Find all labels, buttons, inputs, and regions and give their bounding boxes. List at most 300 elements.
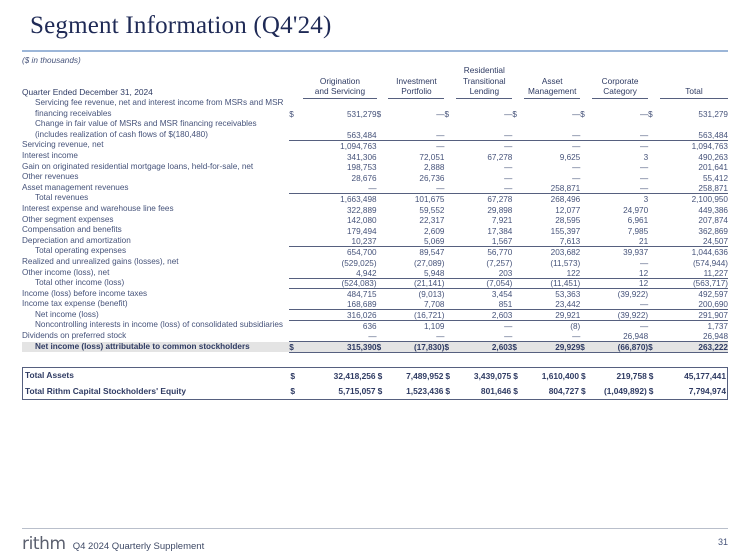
table-row <box>22 98 728 119</box>
cell-value: 23,442 <box>524 299 580 310</box>
cell-value: 2,603 <box>456 342 512 353</box>
units-note-row <box>22 56 728 65</box>
colhead-line2: and Servicing <box>314 86 366 96</box>
currency-symbol <box>377 246 389 257</box>
cell-value: 179,494 <box>346 226 377 236</box>
currency-symbol <box>648 289 660 300</box>
currency-symbol: $ <box>580 386 586 397</box>
cell-value: — <box>388 183 444 194</box>
cell-value: 1,567 <box>456 236 512 247</box>
currency-symbol <box>444 119 456 140</box>
currency-symbol <box>377 172 389 183</box>
cell-value: 3 <box>643 152 649 162</box>
cell-value: 26,736 <box>419 173 445 183</box>
table-row <box>22 162 728 173</box>
currency-symbol <box>512 331 524 342</box>
currency-symbol <box>580 183 592 194</box>
currency-symbol <box>289 299 303 310</box>
currency-symbol <box>377 193 389 204</box>
currency-symbol <box>444 193 456 204</box>
colhead-line1: Investment <box>396 75 437 86</box>
cell-value: 67,278 <box>487 194 513 204</box>
cell-value: 2,100,950 <box>691 194 728 204</box>
cell-value: 12 <box>592 268 648 279</box>
currency-symbol <box>377 162 389 173</box>
currency-symbol <box>580 162 592 173</box>
table-row <box>22 119 728 140</box>
cell-value: — <box>592 299 648 310</box>
currency-symbol <box>512 193 524 204</box>
row-label: Compensation and benefits <box>22 225 122 235</box>
currency-symbol <box>580 140 592 151</box>
currency-symbol <box>580 246 592 257</box>
currency-symbol <box>580 310 592 321</box>
cell-value: — <box>436 110 445 120</box>
cell-value: 1,109 <box>423 322 445 332</box>
currency-symbol <box>512 299 524 310</box>
currency-symbol <box>444 310 456 321</box>
row-label: Realized and unrealized gains (losses), net <box>22 256 179 266</box>
currency-symbol <box>648 278 660 289</box>
cell-value: 200,690 <box>660 299 728 310</box>
cell-value: 219,758 <box>616 370 647 381</box>
column-header-row <box>22 65 728 98</box>
row-label: Interest income <box>22 150 78 160</box>
currency-symbol: $ <box>648 110 653 120</box>
currency-symbol <box>289 140 303 151</box>
table-row <box>22 278 728 289</box>
cell-value: 24,507 <box>660 236 728 247</box>
currency-symbol <box>512 310 524 321</box>
cell-value: 29,921 <box>524 310 580 321</box>
currency-symbol: $ <box>444 342 456 353</box>
currency-symbol <box>580 289 592 300</box>
cell-value: 5,715,057 <box>338 386 376 397</box>
cell-value: 28,676 <box>351 173 377 183</box>
cell-value: 10,237 <box>303 236 376 247</box>
column-header-asset-management <box>524 65 580 98</box>
currency-symbol <box>444 268 456 279</box>
currency-symbol <box>580 236 592 247</box>
currency-symbol <box>580 278 592 289</box>
currency-symbol <box>512 119 524 140</box>
currency-symbol <box>648 215 660 226</box>
currency-symbol <box>289 193 303 204</box>
colhead-line2: Transitional <box>463 75 506 86</box>
row-label: Servicing fee revenue, net and interest income from MSRs and MSR financing receivables <box>35 98 284 118</box>
currency-symbol <box>377 320 389 331</box>
cell-value: — <box>639 173 649 183</box>
currency-symbol: $ <box>290 386 296 397</box>
cell-value: (563,717) <box>660 278 728 289</box>
row-label: Depreciation and amortization <box>22 235 131 245</box>
currency-symbol <box>289 236 303 247</box>
cell-value: 7,985 <box>627 226 649 236</box>
cell-value: (524,083) <box>303 278 376 289</box>
row-label: Noncontrolling interests in income (loss) of consolidated subsidiaries <box>35 320 284 330</box>
table-row <box>23 367 728 383</box>
currency-symbol <box>512 162 524 173</box>
currency-symbol <box>289 172 303 183</box>
table-row <box>22 268 728 279</box>
cell-value: — <box>572 163 581 173</box>
cell-value: 17,384 <box>487 226 513 236</box>
currency-symbol: $ <box>289 110 294 120</box>
cell-value: 851 <box>456 299 512 310</box>
cell-value: 55,412 <box>702 173 728 183</box>
column-header-total <box>660 65 728 98</box>
cell-value: 1,663,498 <box>340 194 377 204</box>
currency-symbol <box>512 204 524 215</box>
colhead-line1: Asset <box>541 75 563 86</box>
cell-value: — <box>504 322 513 332</box>
currency-symbol <box>580 204 592 215</box>
cell-value: 3,454 <box>491 290 513 300</box>
colhead-line1: Residential <box>463 65 505 75</box>
cell-value: — <box>572 173 581 183</box>
currency-symbol <box>444 151 456 162</box>
table-row <box>22 183 728 194</box>
cell-value: 2,888 <box>423 163 445 173</box>
currency-symbol: $ <box>648 370 654 381</box>
colhead-line1: Corporate <box>601 75 639 86</box>
currency-symbol <box>444 246 456 257</box>
cell-value: 490,263 <box>698 152 728 162</box>
cell-value: 28,595 <box>555 216 581 226</box>
cell-value: — <box>456 183 512 194</box>
cell-value: 142,080 <box>346 216 377 226</box>
currency-symbol <box>289 320 303 331</box>
currency-symbol <box>512 140 524 151</box>
currency-symbol <box>512 257 524 268</box>
currency-symbol <box>289 246 303 257</box>
currency-symbol <box>648 310 660 321</box>
cell-value: 531,279 <box>346 110 377 120</box>
table-row <box>23 383 728 399</box>
row-label: Income tax expense (benefit) <box>22 299 128 309</box>
cell-value: 89,547 <box>419 247 445 257</box>
colhead-line2: Category <box>603 86 637 96</box>
cell-value: 26,948 <box>592 331 648 342</box>
footer-divider <box>22 528 728 529</box>
cell-value: 7,613 <box>524 236 580 247</box>
table-row <box>22 342 728 353</box>
cell-value: — <box>524 331 580 342</box>
table-row <box>22 225 728 236</box>
cell-value: 322,889 <box>346 205 377 215</box>
cell-value: (9,013) <box>418 290 445 300</box>
currency-symbol <box>512 172 524 183</box>
currency-symbol <box>648 225 660 236</box>
cell-value: — <box>388 331 444 342</box>
currency-symbol: $ <box>376 110 382 120</box>
cell-value: (39,922) <box>617 290 649 300</box>
cell-value: — <box>504 173 513 183</box>
cell-value: 7,921 <box>491 216 513 226</box>
units-note: ($ in thousands) <box>22 56 81 65</box>
currency-symbol: $ <box>512 342 524 353</box>
cell-value: (66,870) <box>592 342 648 353</box>
currency-symbol <box>444 204 456 215</box>
currency-symbol <box>580 320 592 331</box>
currency-symbol: $ <box>580 342 592 353</box>
table-row <box>22 289 728 300</box>
cell-value: 155,397 <box>550 226 581 236</box>
cell-value: 24,970 <box>623 205 649 215</box>
cell-value: — <box>504 163 513 173</box>
cell-value: 4,942 <box>303 268 376 279</box>
row-label: Change in fair value of MSRs and MSR financing receivables (includes realization of cash flows of $(180,480) <box>35 119 257 139</box>
cell-value: 2,603 <box>456 310 512 321</box>
cell-value: 122 <box>524 268 580 279</box>
row-label: Other segment expenses <box>22 214 114 224</box>
row-label: Interest expense and warehouse line fees <box>22 203 174 213</box>
bottom-gap <box>22 353 728 364</box>
cell-value: 32,418,256 <box>333 370 376 381</box>
cell-value: 9,625 <box>559 152 581 162</box>
currency-symbol <box>377 299 389 310</box>
currency-symbol <box>648 193 660 204</box>
currency-symbol <box>289 289 303 300</box>
currency-symbol: $ <box>512 110 517 120</box>
currency-symbol <box>377 310 389 321</box>
currency-symbol <box>377 331 389 342</box>
cell-value: 26,948 <box>660 331 728 342</box>
row-label: Other income (loss), net <box>22 267 110 277</box>
currency-symbol <box>444 236 456 247</box>
table-row <box>22 310 728 321</box>
currency-symbol <box>377 236 389 247</box>
row-label: Total Rithm Capital Stockholders' Equity <box>25 385 186 396</box>
colhead-line3: Lending <box>469 86 500 96</box>
table-body <box>22 98 728 352</box>
cell-value: 268,496 <box>550 194 581 204</box>
cell-value: 316,026 <box>303 310 376 321</box>
currency-symbol <box>377 119 389 140</box>
currency-symbol <box>444 215 456 226</box>
currency-symbol <box>648 204 660 215</box>
currency-symbol <box>512 246 524 257</box>
table-row <box>22 193 728 204</box>
cell-value: — <box>388 119 444 140</box>
cell-value: — <box>456 331 512 342</box>
currency-symbol <box>377 225 389 236</box>
cell-value: 1,523,436 <box>406 386 444 397</box>
currency-symbol <box>512 289 524 300</box>
currency-symbol <box>289 119 303 140</box>
currency-symbol <box>377 278 389 289</box>
cell-value: (39,922) <box>592 310 648 321</box>
cell-value: 258,871 <box>524 183 580 194</box>
currency-symbol: $ <box>289 342 303 353</box>
cell-value: 1,610,400 <box>541 370 579 381</box>
currency-symbol <box>648 172 660 183</box>
currency-symbol: $ <box>377 342 389 353</box>
currency-symbol <box>580 331 592 342</box>
currency-symbol <box>377 257 389 268</box>
table-row <box>22 204 728 215</box>
currency-symbol: $ <box>648 386 654 397</box>
segment-information-table-container <box>22 56 728 400</box>
cell-value: 45,177,441 <box>684 370 726 381</box>
currency-symbol <box>444 278 456 289</box>
currency-symbol <box>580 172 592 183</box>
cell-value: — <box>572 110 581 120</box>
cell-value: 53,363 <box>555 290 581 300</box>
row-label: Servicing revenue, net <box>22 140 104 150</box>
cell-value: 12 <box>592 278 648 289</box>
cell-value: 7,794,974 <box>688 386 726 397</box>
currency-symbol <box>648 268 660 279</box>
cell-value: 492,597 <box>698 290 728 300</box>
column-header-corporate-category <box>592 65 648 98</box>
table-header <box>22 56 728 98</box>
cell-value: — <box>639 322 649 332</box>
currency-symbol <box>444 225 456 236</box>
balance-sheet-summary-table <box>22 367 728 400</box>
cell-value: 198,753 <box>346 163 377 173</box>
cell-value: 203,682 <box>550 247 581 257</box>
table-row <box>22 215 728 226</box>
spacer-row <box>22 353 728 364</box>
cell-value: (7,054) <box>456 278 512 289</box>
cell-value: 484,715 <box>346 290 377 300</box>
page-number: 31 <box>717 537 728 547</box>
currency-symbol <box>512 225 524 236</box>
cell-value: 22,317 <box>419 216 445 226</box>
colhead-line2: Portfolio <box>401 86 432 96</box>
currency-symbol <box>648 320 660 331</box>
currency-symbol <box>377 204 389 215</box>
cell-value: — <box>456 119 512 140</box>
currency-symbol <box>580 193 592 204</box>
cell-value: 6,961 <box>627 216 649 226</box>
currency-symbol <box>512 236 524 247</box>
cell-value: (8) <box>570 322 581 332</box>
cell-value: — <box>504 110 513 120</box>
currency-symbol <box>444 331 456 342</box>
currency-symbol: $ <box>377 370 383 381</box>
cell-value: 3 <box>643 194 649 204</box>
cell-value: 263,222 <box>660 342 728 353</box>
cell-value: (7,257) <box>486 258 513 268</box>
cell-value: 56,770 <box>487 247 513 257</box>
cell-value: — <box>639 110 649 120</box>
currency-symbol <box>289 268 303 279</box>
currency-symbol <box>289 215 303 226</box>
cell-value: 72,051 <box>419 152 445 162</box>
cell-value: 3,439,075 <box>473 370 512 381</box>
cell-value: 315,390 <box>303 342 376 353</box>
cell-value: 11,227 <box>660 268 728 279</box>
currency-symbol <box>289 162 303 173</box>
currency-symbol: $ <box>445 386 451 397</box>
currency-symbol <box>377 289 389 300</box>
cell-value: 563,484 <box>660 119 728 140</box>
cell-value: 531,279 <box>698 110 728 120</box>
currency-symbol: $ <box>648 342 660 353</box>
title-divider <box>22 50 728 52</box>
currency-symbol <box>648 236 660 247</box>
cell-value: 2,609 <box>423 226 445 236</box>
cell-value: 59,552 <box>419 205 445 215</box>
currency-symbol <box>289 310 303 321</box>
currency-symbol <box>444 299 456 310</box>
cell-value: (11,573) <box>550 258 581 268</box>
currency-symbol <box>444 183 456 194</box>
row-label: Other revenues <box>22 172 79 182</box>
row-label: Dividends on preferred stock <box>22 331 127 341</box>
cell-value: 12,077 <box>555 205 581 215</box>
currency-symbol <box>444 172 456 183</box>
currency-symbol <box>512 320 524 331</box>
segment-information-table <box>22 56 728 353</box>
cell-value: 7,489,952 <box>406 370 444 381</box>
currency-symbol <box>289 331 303 342</box>
cell-value: 5,948 <box>388 268 444 279</box>
currency-symbol <box>580 299 592 310</box>
cell-value: 341,306 <box>346 152 377 162</box>
cell-value: 1,094,763 <box>340 141 377 151</box>
table-row <box>22 331 728 342</box>
currency-symbol: $ <box>513 370 518 381</box>
cell-value: — <box>572 141 581 151</box>
currency-symbol: $ <box>580 110 585 120</box>
cell-value: 258,871 <box>660 183 728 194</box>
cell-value: 67,278 <box>487 152 513 162</box>
cell-value: 21 <box>592 236 648 247</box>
cell-value: 801,646 <box>480 386 512 397</box>
currency-symbol <box>512 215 524 226</box>
cell-value: 291,907 <box>660 310 728 321</box>
cell-value: 449,386 <box>698 205 728 215</box>
table-row <box>22 320 728 331</box>
currency-symbol <box>580 257 592 268</box>
cell-value: 201,641 <box>698 163 728 173</box>
currency-symbol: $ <box>513 386 518 397</box>
cell-value: — <box>303 183 376 194</box>
cell-value: (17,830) <box>388 342 444 353</box>
cell-value: (1,049,892) <box>603 386 647 397</box>
cell-value: 29,898 <box>487 205 513 215</box>
row-label: Asset management revenues <box>22 182 129 192</box>
cell-value: — <box>524 119 580 140</box>
cell-value: — <box>303 331 376 342</box>
cell-value: (16,721) <box>388 310 444 321</box>
column-header-investment-portfolio <box>388 65 444 98</box>
cell-value: — <box>639 141 649 151</box>
cell-value: 804,727 <box>548 386 579 397</box>
currency-symbol: $ <box>445 370 451 381</box>
currency-symbol <box>289 183 303 194</box>
currency-symbol <box>648 246 660 257</box>
cell-value: 5,069 <box>388 236 444 247</box>
cell-value: (27,089) <box>413 258 445 268</box>
cell-value: 654,700 <box>346 247 377 257</box>
cell-value: (11,451) <box>524 278 580 289</box>
cell-value: 168,689 <box>303 299 376 310</box>
page-title: Segment Information (Q4'24) <box>30 12 332 39</box>
currency-symbol <box>512 151 524 162</box>
currency-symbol <box>648 331 660 342</box>
footer-caption: Q4 2024 Quarterly Supplement <box>72 541 205 552</box>
cell-value: 7,708 <box>388 299 444 310</box>
currency-symbol <box>512 278 524 289</box>
currency-symbol <box>512 183 524 194</box>
currency-symbol <box>580 215 592 226</box>
rithm-logo: rithm <box>22 534 66 554</box>
currency-symbol <box>648 119 660 140</box>
